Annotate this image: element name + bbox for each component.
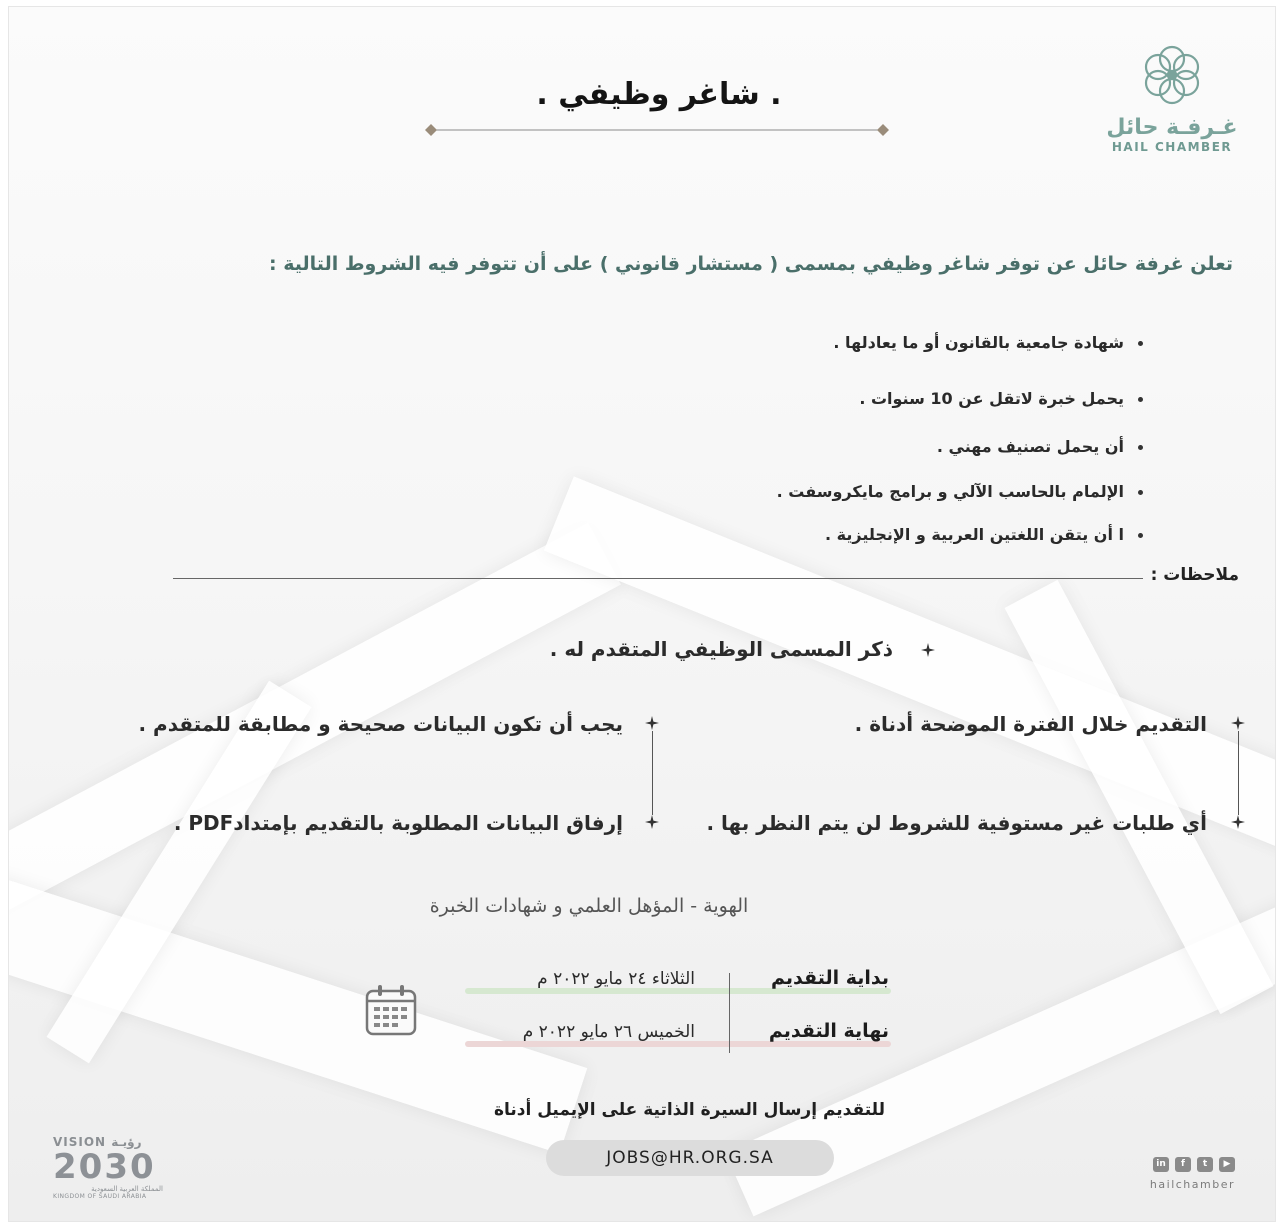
requirement-item: الإلمام بالحاسب الآلي و برامج مايكروسفت . xyxy=(777,482,1143,501)
note-right-top: التقديم خلال الفترة الموضحة أدناة . xyxy=(854,712,1207,736)
brand-name-arabic: غـرفـة حائل xyxy=(1106,115,1238,140)
social-handle[interactable]: hailchamber xyxy=(1149,1178,1235,1191)
vision-kingdom-english: KINGDOM OF SAUDI ARABIA xyxy=(53,1193,147,1200)
required-documents: الهوية - المؤهل العلمي و شهادات الخبرة xyxy=(429,895,749,917)
note-center: ذكر المسمى الوظيفي المتقدم له . xyxy=(549,637,893,661)
sparkle-icon xyxy=(645,815,659,829)
bullet-icon xyxy=(1138,397,1143,402)
vision-year: 2030 xyxy=(53,1147,156,1187)
diamond-ornament-icon xyxy=(877,124,889,136)
linkedin-icon[interactable]: in xyxy=(1153,1157,1169,1172)
notes-divider xyxy=(173,578,1143,579)
job-poster xyxy=(8,6,1276,1222)
sparkle-icon xyxy=(1231,815,1245,829)
bullet-icon xyxy=(1138,490,1143,495)
requirement-item: يحمل خبرة لاتقل عن 10 سنوات . xyxy=(859,389,1143,408)
bullet-icon xyxy=(1138,445,1143,450)
vision-2030-logo xyxy=(53,1135,163,1200)
sparkle-icon xyxy=(921,643,935,657)
end-date-label: نهاية التقديم xyxy=(768,1020,889,1042)
hail-chamber-logo xyxy=(1097,43,1247,154)
chamber-emblem-icon xyxy=(1140,43,1204,107)
facebook-icon[interactable]: f xyxy=(1175,1157,1191,1172)
title-divider xyxy=(419,121,895,139)
note-left-bottom: إرفاق البيانات المطلوبة بالتقديم بإمتدادPDF . xyxy=(173,811,623,835)
sparkle-icon xyxy=(645,716,659,730)
bullet-icon xyxy=(1138,341,1143,346)
application-email[interactable]: JOBS@HR.ORG.SA xyxy=(546,1140,834,1176)
sparkle-icon xyxy=(1231,716,1245,730)
youtube-icon[interactable]: ▶ xyxy=(1219,1157,1235,1172)
start-date-value: الثلاثاء ٢٤ مايو ٢٠٢٢ م xyxy=(537,969,695,989)
note-left-top: يجب أن تكون البيانات صحيحة و مطابقة للمتقدم . xyxy=(138,712,623,736)
page-title: . شاغر وظيفي . xyxy=(536,77,782,112)
vision-kingdom-arabic: المملكة العربية السعودية xyxy=(91,1185,163,1193)
bullet-icon xyxy=(1138,533,1143,538)
requirement-item: أن يحمل تصنيف مهني . xyxy=(937,437,1143,456)
requirement-item: شهادة جامعية بالقانون أو ما يعادلها . xyxy=(833,333,1143,352)
announcement-intro: تعلن غرفة حائل عن توفر شاغر وظيفي بمسمى ( مستشار قانوني ) على أن تتوفر فيه الشروط التالية : xyxy=(269,253,1233,275)
notes-connector-line xyxy=(1238,731,1239,815)
apply-instructions: للتقديم إرسال السيرة الذاتية على الإيميل أدناة xyxy=(493,1100,885,1120)
note-right-bottom: أي طلبات غير مستوفية للشروط لن يتم النظر بها . xyxy=(706,811,1207,835)
end-date-value: الخميس ٢٦ مايو ٢٠٢٢ م xyxy=(522,1022,695,1042)
calendar-icon xyxy=(365,984,417,1036)
social-links xyxy=(1139,1157,1235,1191)
diamond-ornament-icon xyxy=(425,124,437,136)
notes-heading: ملاحظات : xyxy=(1150,565,1239,585)
vision-label: VISION رؤيـة xyxy=(53,1135,142,1149)
requirement-item: ا أن يتقن اللغتين العربية و الإنجليزية . xyxy=(825,525,1143,544)
notes-connector-line xyxy=(652,731,653,815)
brand-name-english: HAIL CHAMBER xyxy=(1111,140,1233,154)
twitter-icon[interactable]: t xyxy=(1197,1157,1213,1172)
start-date-label: بداية التقديم xyxy=(771,967,889,989)
